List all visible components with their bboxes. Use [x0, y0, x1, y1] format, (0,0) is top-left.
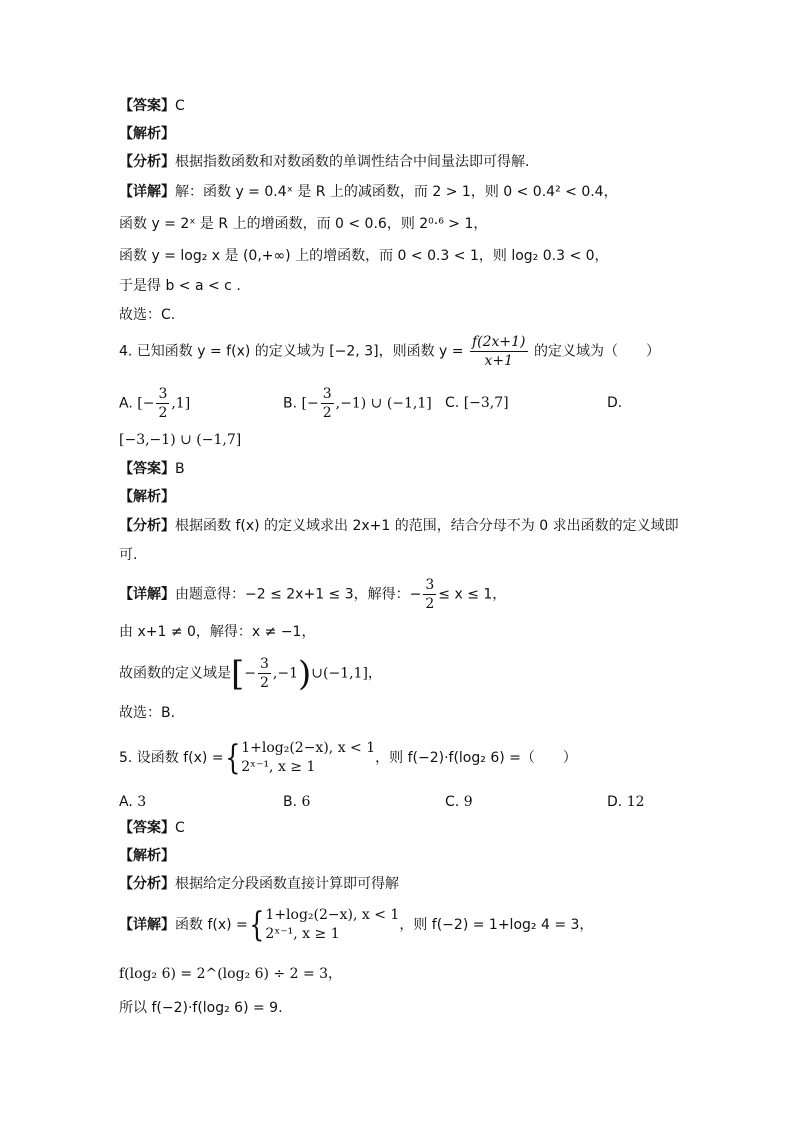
answer-tag: 【答案】: [119, 98, 175, 114]
q4-detail-line-2: 由 x+1 ≠ 0，解得：x ≠ −1，: [119, 624, 316, 640]
option-text: 3: [137, 794, 147, 810]
detail-text: 解：函数 y = 0.4ˣ 是 R 上的减函数，而 2 > 1，则 0 < 0.4² < 0.4，: [175, 184, 618, 200]
answer-value: B: [175, 461, 185, 477]
fenxi-text: 根据给定分段函数直接计算即可得解: [175, 876, 399, 892]
option-label: A.: [119, 395, 133, 412]
piecewise-cases: [241, 739, 375, 777]
q5-stem-a: 5. 设函数 f(x) =: [119, 750, 224, 766]
fenxi-tag: 【分析】: [119, 518, 175, 534]
q4-stem: [119, 333, 660, 370]
detail-text-a: 故函数的定义域是: [119, 665, 231, 682]
option-fraction: [156, 385, 169, 422]
q4-analysis-tag: 【解析】: [119, 489, 175, 505]
q4-detail-line-1: [119, 576, 506, 613]
q3-analysis-tag: 【解析】: [119, 126, 175, 142]
q3-detail-line-2: 函数 y = 2ˣ 是 R 上的增函数，而 0 < 0.6，则 2⁰·⁶ > 1，: [119, 216, 488, 232]
fraction-numerator: 3: [322, 386, 332, 402]
option-label: B.: [283, 794, 298, 810]
q5-stem-b: ，则 f(−2)·f(log₂ 6) =（ ）: [375, 750, 577, 766]
case-1: 1+log₂(2−x), x < 1: [265, 907, 400, 923]
q5-detail-line-2: f(log₂ 6) = 2^(log₂ 6) ÷ 2 = 3，: [119, 966, 343, 982]
detail-text-a: 由题意得：−2 ≤ 2x+1 ≤ 3，解得：−: [175, 586, 422, 603]
option-post: ,−1) ∪ (−1,1]: [335, 395, 432, 412]
q3-detail-line-3: 函数 y = log₂ x 是 (0,+∞) 上的增函数，而 0 < 0.3 < 1，则 log₂ 0.3 < 0，: [119, 248, 609, 264]
option-text: 6: [301, 794, 311, 810]
piecewise-cases: [265, 906, 399, 944]
case-2: 2ˣ⁻¹, x ≥ 1: [241, 759, 316, 775]
option-text: 9: [463, 794, 473, 810]
q5-option-b: [283, 792, 310, 812]
option-label: B.: [283, 395, 298, 412]
fraction-numerator: 3: [158, 386, 168, 402]
detail-text-b: ∪(−1,1]，: [311, 665, 382, 682]
answer-value: C: [175, 98, 185, 114]
q5-fenxi-line: [119, 874, 399, 894]
q5-detail-line-3: 所以 f(−2)·f(log₂ 6) = 9.: [119, 1000, 283, 1016]
fenxi-tag: 【分析】: [119, 876, 175, 892]
minus-sign: −: [244, 665, 256, 682]
option-text: [−3,7]: [463, 395, 509, 411]
detail-tag: 【详解】: [119, 917, 175, 933]
left-brace: {: [224, 738, 240, 778]
q4-stem-fraction: [470, 333, 528, 370]
q4-fenxi-line-1: [119, 516, 679, 536]
case-2: 2ˣ⁻¹, x ≥ 1: [265, 926, 340, 942]
q5-option-d: [607, 792, 645, 812]
detail-text-mid: ,−1: [272, 665, 299, 682]
detail-text-b: ≤ x ≤ 1，: [438, 586, 507, 603]
fenxi-text: 根据指数函数和对数函数的单调性结合中间量法即可得解.: [175, 154, 530, 170]
left-brace: {: [249, 905, 265, 945]
q4-fenxi-line-2: 可.: [119, 547, 138, 563]
q5-option-a: [119, 792, 146, 812]
detail-fraction: [423, 576, 436, 613]
fraction-denominator: 2: [425, 596, 435, 612]
q4-answer-line: [119, 459, 185, 479]
q4-option-d-text: [−3,−1) ∪ (−1,7]: [119, 432, 242, 448]
q4-option-d-label: D.: [607, 395, 623, 411]
detail-fraction: [258, 655, 271, 692]
answer-tag: 【答案】: [119, 820, 175, 836]
fraction-numerator: 3: [425, 577, 435, 593]
fraction-denominator: x+1: [484, 353, 513, 369]
q4-conclusion: 故选：B.: [119, 705, 176, 721]
q3-answer-line: [119, 96, 185, 116]
fraction-denominator: 2: [322, 405, 332, 421]
left-bracket: [: [231, 653, 245, 694]
q5-analysis-tag: 【解析】: [119, 848, 175, 864]
fenxi-text: 根据函数 f(x) 的定义域求出 2x+1 的范围，结合分母不为 0 求出函数的定义域即: [175, 518, 679, 534]
q5-stem: [119, 739, 577, 777]
q4-option-a: [119, 385, 190, 422]
detail-text-b: ，则 f(−2) = 1+log₂ 4 = 3，: [399, 917, 594, 933]
q4-option-c: [445, 393, 509, 413]
q5-answer-line: [119, 818, 185, 838]
answer-tag: 【答案】: [119, 461, 175, 477]
q5-detail-line-1: [119, 906, 593, 944]
option-label: D.: [607, 794, 623, 810]
fraction-numerator: f(2x+1): [471, 334, 526, 350]
option-label: A.: [119, 794, 133, 810]
option-label: C.: [445, 395, 460, 411]
option-fraction: [321, 385, 334, 422]
right-paren: ): [298, 653, 312, 694]
case-1: 1+log₂(2−x), x < 1: [241, 740, 376, 756]
detail-tag: 【详解】: [119, 184, 175, 200]
detail-tag: 【详解】: [119, 586, 175, 603]
answer-value: C: [175, 820, 185, 836]
q4-stem-b: 的定义域为（ ）: [533, 343, 660, 360]
fraction-denominator: 2: [158, 405, 168, 421]
fraction-numerator: 3: [260, 656, 269, 672]
q3-detail-line-1: [119, 182, 618, 202]
q3-detail-line-4: 于是得 b < a < c .: [119, 278, 241, 294]
q5-option-c: [445, 792, 473, 812]
q3-fenxi-line: [119, 152, 529, 172]
option-post: ,1]: [171, 395, 191, 412]
option-text: 12: [626, 794, 645, 810]
fenxi-tag: 【分析】: [119, 154, 175, 170]
q4-stem-a: 4. 已知函数 y = f(x) 的定义域为 [−2, 3]，则函数 y =: [119, 343, 464, 360]
option-pre: [−: [137, 395, 155, 412]
q4-detail-line-3: [119, 655, 382, 692]
q4-option-b: [283, 385, 432, 422]
fraction-denominator: 2: [260, 675, 269, 691]
option-pre: [−: [301, 395, 319, 412]
detail-text-a: 函数 f(x) =: [175, 917, 248, 933]
q3-conclusion: 故选：C.: [119, 307, 176, 323]
option-label: C.: [445, 794, 460, 810]
